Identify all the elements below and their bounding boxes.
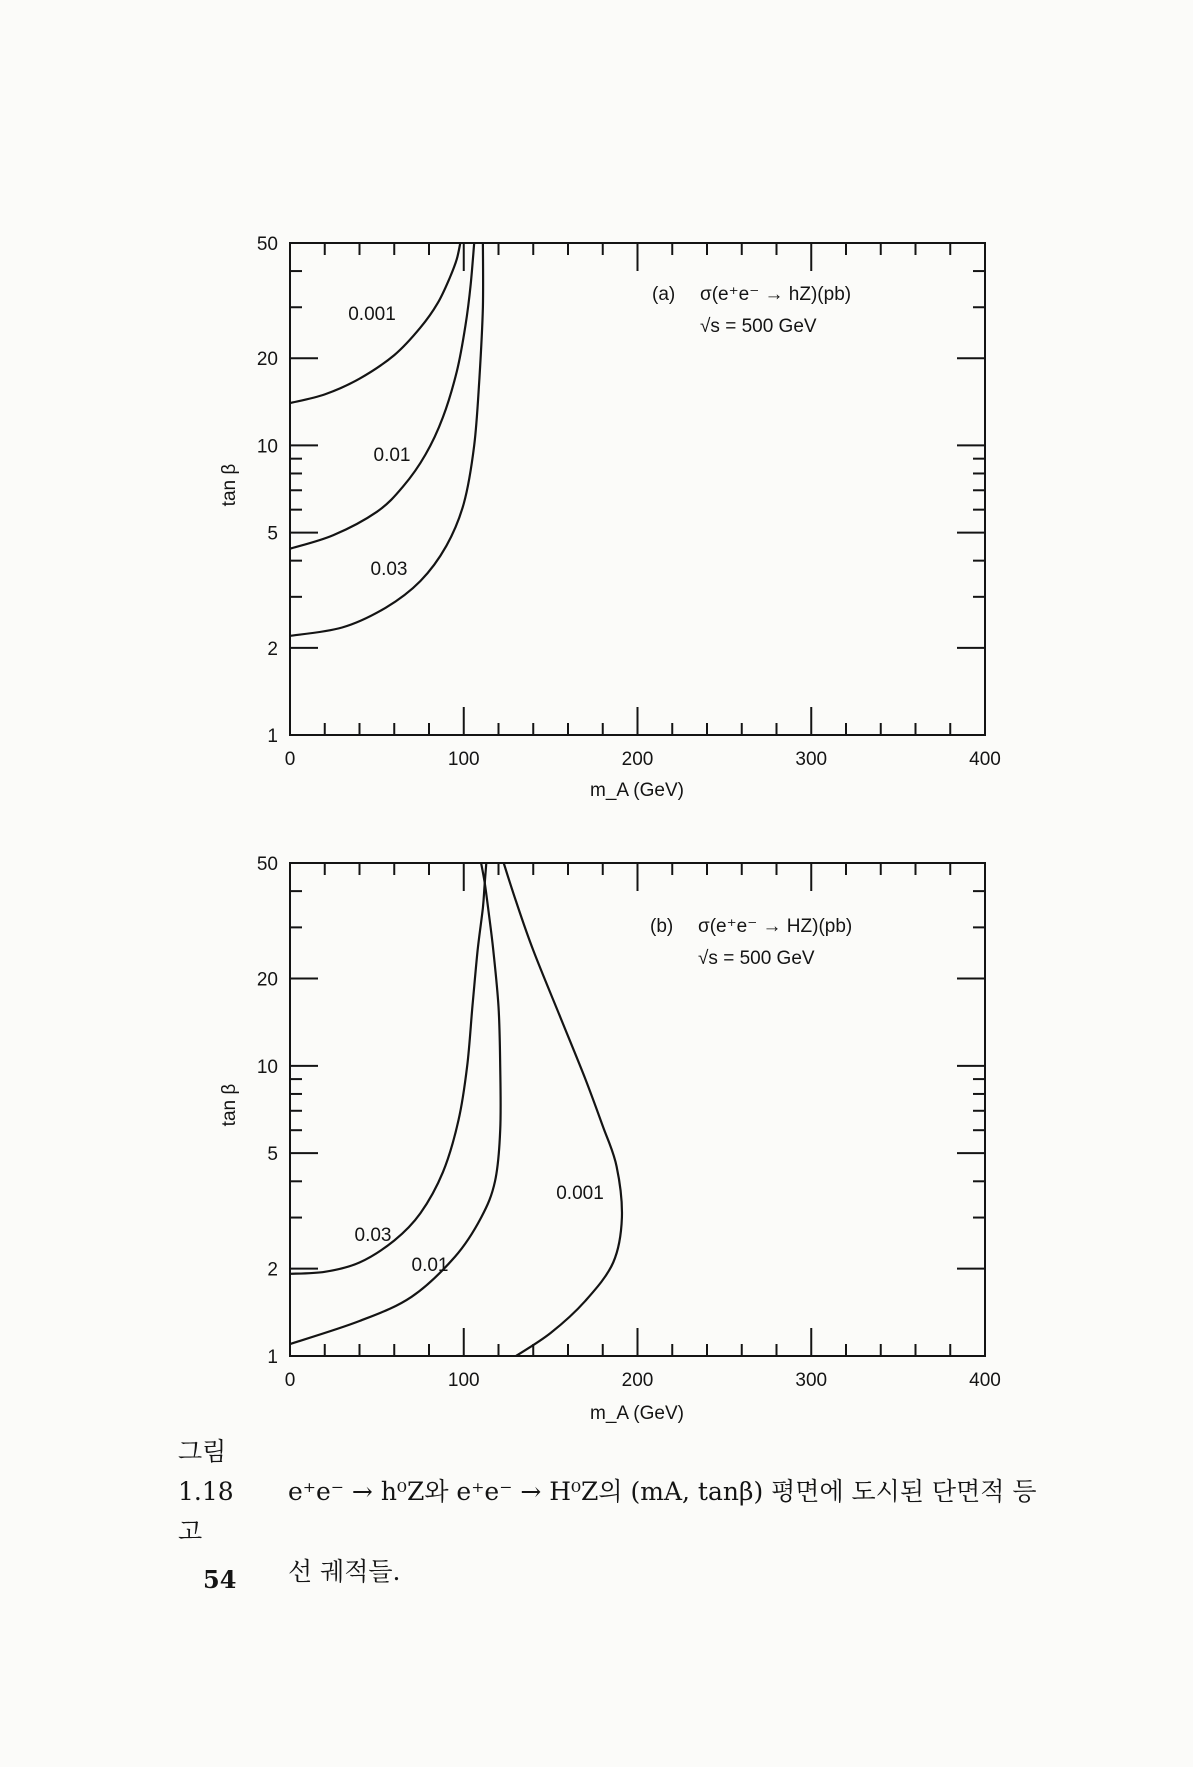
contour-label-0.01: 0.01 bbox=[411, 1255, 449, 1276]
y-tick-label: 1 bbox=[267, 726, 278, 747]
x-tick-label: 0 bbox=[284, 1370, 296, 1391]
contour-labels bbox=[355, 1183, 604, 1276]
x-tick-label: 300 bbox=[795, 749, 828, 770]
contour-labels bbox=[348, 304, 410, 580]
x-axis-label: m_A (GeV) bbox=[590, 1403, 684, 1424]
y-tick-label: 10 bbox=[256, 436, 278, 458]
contour-label-0.001: 0.001 bbox=[348, 304, 396, 325]
legend-process: σ(e⁺e⁻ → hZ)(pb) bbox=[700, 284, 852, 305]
x-tick-label: 100 bbox=[447, 1370, 480, 1391]
y-tick-label: 2 bbox=[267, 1259, 278, 1281]
panel-label: (a) bbox=[652, 284, 676, 305]
y-tick-label: 20 bbox=[256, 969, 278, 991]
contour-line-0.001 bbox=[504, 863, 622, 1356]
legend-energy: √s = 500 GeV bbox=[698, 948, 815, 969]
contour-label-0.01: 0.01 bbox=[373, 445, 411, 466]
contour-label-0.001: 0.001 bbox=[556, 1183, 604, 1204]
x-axis-label: m_A (GeV) bbox=[590, 780, 684, 801]
x-tick-label: 300 bbox=[795, 1370, 828, 1391]
x-tick-label: 200 bbox=[621, 749, 654, 770]
figure-caption bbox=[178, 1432, 1058, 1592]
axis-tick-labels bbox=[257, 854, 1001, 1391]
y-axis-label: tan β bbox=[219, 463, 240, 507]
caption-text-line1: e⁺e⁻ → h⁰Z와 e⁺e⁻ → H⁰Z의 (mA, tanβ) 평면에 도시된 단면적 등고 bbox=[178, 1477, 1037, 1546]
y-axis-label: tan β bbox=[219, 1083, 240, 1127]
y-tick-label: 10 bbox=[256, 1056, 278, 1078]
x-tick-label: 0 bbox=[284, 749, 296, 770]
panel-label: (b) bbox=[650, 916, 674, 937]
y-tick-label: 1 bbox=[267, 1347, 278, 1368]
figure-number: 그림 1.18 bbox=[178, 1437, 234, 1506]
panel-a bbox=[219, 234, 1001, 801]
page-number: 54 bbox=[203, 1565, 237, 1594]
y-tick-label: 20 bbox=[256, 349, 278, 371]
x-tick-label: 200 bbox=[621, 1370, 654, 1391]
x-tick-label: 100 bbox=[447, 749, 480, 770]
y-tick-label: 2 bbox=[267, 638, 278, 660]
x-tick-label: 400 bbox=[969, 749, 1001, 770]
y-tick-label: 50 bbox=[256, 234, 278, 255]
legend-process: σ(e⁺e⁻ → HZ)(pb) bbox=[698, 916, 853, 937]
y-tick-label: 5 bbox=[267, 1144, 278, 1166]
contour-curves bbox=[290, 863, 622, 1356]
caption-text-line2: 선 궤적들. bbox=[288, 1557, 401, 1586]
contour-label-0.03: 0.03 bbox=[354, 1225, 392, 1246]
contour-label-0.03: 0.03 bbox=[370, 559, 408, 580]
contour-line-0.03 bbox=[290, 863, 486, 1274]
legend-energy: √s = 500 GeV bbox=[700, 316, 817, 337]
y-tick-label: 50 bbox=[256, 854, 278, 875]
y-tick-label: 5 bbox=[267, 523, 278, 545]
axis-ticks bbox=[290, 863, 985, 1356]
plot-frame bbox=[290, 863, 985, 1356]
x-tick-label: 400 bbox=[969, 1370, 1001, 1391]
panel-b bbox=[219, 854, 1001, 1424]
